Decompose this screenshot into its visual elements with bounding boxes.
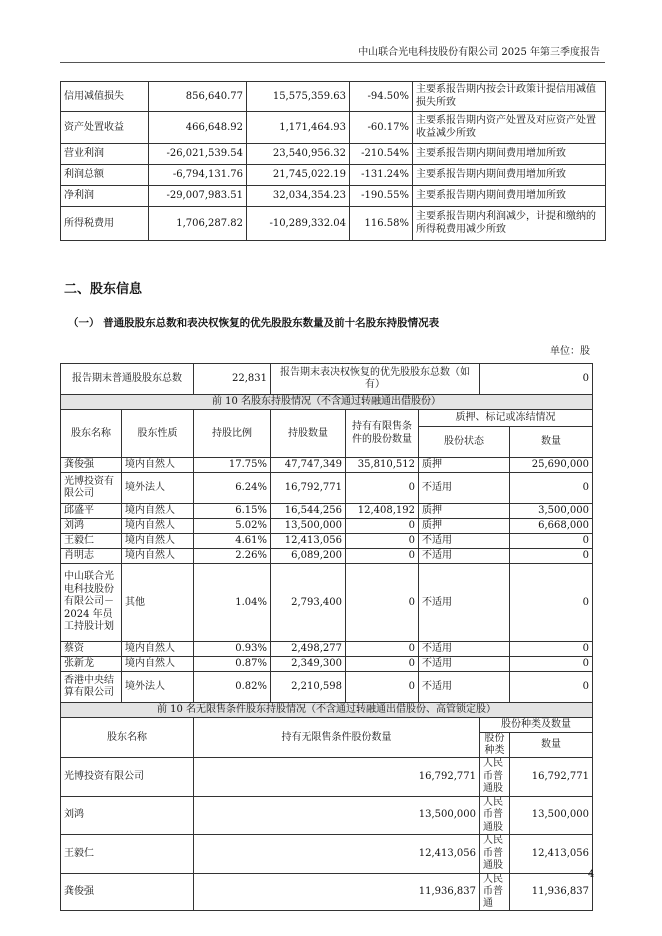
table-row: [61, 672, 593, 703]
holder-restricted: 0: [346, 549, 419, 564]
holder-name: 刘鸿: [61, 519, 122, 534]
holder-shares: 2,498,277: [271, 642, 346, 657]
percent-cell: -60.17%: [350, 112, 413, 144]
percent-cell: 116.58%: [350, 207, 413, 241]
holder-restricted: 0: [346, 564, 419, 642]
item-cell: 所得税费用: [61, 207, 149, 241]
page-number: 4: [588, 869, 595, 880]
pledge-qty: 0: [510, 549, 593, 564]
header-row: [61, 718, 593, 733]
holder-restricted: 35,810,512: [346, 458, 419, 473]
holder-ratio: 1.04%: [194, 564, 271, 642]
value-cell: 466,648.92: [149, 112, 247, 144]
u-holder-name: 光博投资有限公司: [61, 758, 194, 797]
holder-name: 王毅仁: [61, 534, 122, 549]
section-subtitle: （一） 普通股股东总数和表决权恢复的优先股股东数量及前十名股东持股情况表: [68, 317, 440, 329]
holder-nature: 其他: [122, 564, 194, 642]
pledge-qty: 3,500,000: [510, 504, 593, 519]
holder-name: 张新龙: [61, 657, 122, 672]
shareholder-table: [60, 363, 593, 911]
pledge-qty: 25,690,000: [510, 458, 593, 473]
u-share-type: 人民币普通: [480, 873, 510, 910]
preferred-holders-label: 报告期末表决权恢复的优先股股东总数（如有）: [271, 364, 480, 395]
holder-restricted: 0: [346, 519, 419, 534]
u-holder-name: 刘鸿: [61, 796, 194, 835]
holder-ratio: 0.87%: [194, 657, 271, 672]
col-header-status: 股份状态: [419, 427, 510, 458]
u-holder-name: 龚俊强: [61, 873, 194, 910]
holder-name: 邱盛平: [61, 504, 122, 519]
pledge-status: 不适用: [419, 564, 510, 642]
value-cell: 15,575,359.63: [247, 82, 350, 112]
value-cell: 856,640.77: [149, 82, 247, 112]
table-row: [61, 564, 593, 642]
holder-ratio: 6.15%: [194, 504, 271, 519]
holder-restricted: 0: [346, 473, 419, 504]
holder-name: 龚俊强: [61, 458, 122, 473]
holder-name: 香港中央结算有限公司: [61, 672, 122, 703]
table-row: [61, 186, 606, 207]
pledge-qty: 0: [510, 473, 593, 504]
table-row: [61, 642, 593, 657]
table-row: [61, 796, 593, 835]
value-cell: -10,289,332.04: [247, 207, 350, 241]
pledge-status: 不适用: [419, 549, 510, 564]
pledge-qty: 0: [510, 564, 593, 642]
pledge-status: 质押: [419, 519, 510, 534]
col-header-nature: 股东性质: [122, 410, 194, 458]
holder-nature: 境内自然人: [122, 657, 194, 672]
holder-ratio: 6.24%: [194, 473, 271, 504]
pledge-status: 不适用: [419, 534, 510, 549]
summary-row: [61, 364, 593, 395]
reason-cell: 主要系报告期内期间费用增加所致: [413, 186, 606, 207]
table-row: [61, 758, 593, 797]
item-cell: 信用减值损失: [61, 82, 149, 112]
pledge-qty: 0: [510, 642, 593, 657]
pledge-qty: 0: [510, 534, 593, 549]
top10-band-title: 前 10 名股东持股情况（不含通过转融通出借股份）: [61, 395, 593, 410]
holder-restricted: 0: [346, 534, 419, 549]
holder-shares: 13,500,000: [271, 519, 346, 534]
pledge-status: 质押: [419, 504, 510, 519]
value-cell: -26,021,539.54: [149, 144, 247, 165]
holder-name: 肖明志: [61, 549, 122, 564]
page-header-title: 中山联合光电科技股份有限公司 2025 年第三季度报告: [358, 47, 600, 58]
u-col-header-type-group: 股份种类及数量: [480, 718, 593, 733]
item-cell: 净利润: [61, 186, 149, 207]
total-holders-label: 报告期末普通股股东总数: [61, 364, 194, 395]
reason-cell: 主要系报告期内期间费用增加所致: [413, 165, 606, 186]
holder-nature: 境内自然人: [122, 534, 194, 549]
holder-shares: 2,793,400: [271, 564, 346, 642]
table-row: [61, 835, 593, 874]
pledge-qty: 0: [510, 657, 593, 672]
value-cell: 32,034,354.23: [247, 186, 350, 207]
u-holder-name: 王毅仁: [61, 835, 194, 874]
reason-cell: 主要系报告期内按会计政策计提信用减值损失所致: [413, 82, 606, 112]
u-share-type: 人民币普通股: [480, 758, 510, 797]
reason-cell: 主要系报告期内资产处置及对应资产处置收益减少所致: [413, 112, 606, 144]
holder-ratio: 2.26%: [194, 549, 271, 564]
holder-nature: 境外法人: [122, 672, 194, 703]
holder-ratio: 0.93%: [194, 642, 271, 657]
band-row: [61, 395, 593, 410]
col-header-restricted: 持有有限售条件的股份数量: [346, 410, 419, 458]
table-row: [61, 112, 606, 144]
income-change-table: [60, 81, 606, 241]
u-share-type: 人民币普通股: [480, 796, 510, 835]
value-cell: -29,007,983.51: [149, 186, 247, 207]
holder-shares: 47,747,349: [271, 458, 346, 473]
holder-name: 光博投资有限公司: [61, 473, 122, 504]
pledge-status: 不适用: [419, 657, 510, 672]
holder-restricted: 0: [346, 657, 419, 672]
percent-cell: -190.55%: [350, 186, 413, 207]
table-row: [61, 207, 606, 241]
section-title: 二、股东信息: [64, 282, 143, 297]
band-row: [61, 703, 593, 718]
u-share-qty: 12,413,056: [510, 835, 593, 874]
u-share-qty: 11,936,837: [510, 873, 593, 910]
table-row: [61, 504, 593, 519]
holder-nature: 境内自然人: [122, 549, 194, 564]
u-holder-held: 12,413,056: [194, 835, 480, 874]
table-row: [61, 549, 593, 564]
holder-shares: 2,210,598: [271, 672, 346, 703]
table-row: [61, 144, 606, 165]
unit-label: 单位：股: [550, 346, 590, 357]
table-row: [61, 519, 593, 534]
header-rule: [60, 62, 605, 63]
table-row: [61, 657, 593, 672]
table-row: [61, 458, 593, 473]
col-header-pledge-group: 质押、标记或冻结情况: [419, 410, 593, 427]
pledge-qty: 0: [510, 672, 593, 703]
percent-cell: -131.24%: [350, 165, 413, 186]
holder-ratio: 5.02%: [194, 519, 271, 534]
holder-shares: 2,349,300: [271, 657, 346, 672]
percent-cell: -210.54%: [350, 144, 413, 165]
pledge-status: 不适用: [419, 672, 510, 703]
holder-nature: 境内自然人: [122, 458, 194, 473]
holder-nature: 境内自然人: [122, 642, 194, 657]
u-col-header-held: 持有无限售条件股份数量: [194, 718, 480, 758]
table-row: [61, 534, 593, 549]
pledge-status: 不适用: [419, 642, 510, 657]
u-share-qty: 13,500,000: [510, 796, 593, 835]
table-row: [61, 82, 606, 112]
holder-shares: 16,792,771: [271, 473, 346, 504]
table-row: [61, 473, 593, 504]
col-header-name: 股东名称: [61, 410, 122, 458]
value-cell: 1,171,464.93: [247, 112, 350, 144]
pledge-status: 质押: [419, 458, 510, 473]
item-cell: 资产处置收益: [61, 112, 149, 144]
holder-name: 中山联合光电科技股份有限公司－2024 年员工持股计划: [61, 564, 122, 642]
holder-nature: 境外法人: [122, 473, 194, 504]
item-cell: 利润总额: [61, 165, 149, 186]
holder-ratio: 17.75%: [194, 458, 271, 473]
table-row: [61, 873, 593, 910]
holder-restricted: 12,408,192: [346, 504, 419, 519]
total-holders-value: 22,831: [194, 364, 271, 395]
percent-cell: -94.50%: [350, 82, 413, 112]
holder-ratio: 0.82%: [194, 672, 271, 703]
u-holder-held: 13,500,000: [194, 796, 480, 835]
u-share-qty: 16,792,771: [510, 758, 593, 797]
u-share-type: 人民币普通股: [480, 835, 510, 874]
header-row: [61, 410, 593, 427]
u-col-header-type: 股份种类: [480, 733, 510, 758]
holder-shares: 6,089,200: [271, 549, 346, 564]
reason-cell: 主要系报告期内利润减少，计提和缴纳的所得税费用减少所致: [413, 207, 606, 241]
table-row: [61, 165, 606, 186]
col-header-ratio: 持股比例: [194, 410, 271, 458]
u-col-header-name: 股东名称: [61, 718, 194, 758]
unrestricted-band-title: 前 10 名无限售条件股东持股情况（不含通过转融通出借股份、高管锁定股）: [61, 703, 593, 718]
value-cell: 23,540,956.32: [247, 144, 350, 165]
preferred-holders-value: 0: [480, 364, 593, 395]
holder-nature: 境内自然人: [122, 504, 194, 519]
reason-cell: 主要系报告期内期间费用增加所致: [413, 144, 606, 165]
holder-shares: 12,413,056: [271, 534, 346, 549]
u-holder-held: 16,792,771: [194, 758, 480, 797]
value-cell: -6,794,131.76: [149, 165, 247, 186]
pledge-qty: 6,668,000: [510, 519, 593, 534]
u-col-header-qty: 数量: [510, 733, 593, 758]
holder-shares: 16,544,256: [271, 504, 346, 519]
col-header-qty: 数量: [510, 427, 593, 458]
holder-ratio: 4.61%: [194, 534, 271, 549]
holder-name: 蔡资: [61, 642, 122, 657]
value-cell: 1,706,287.82: [149, 207, 247, 241]
holder-nature: 境内自然人: [122, 519, 194, 534]
u-holder-held: 11,936,837: [194, 873, 480, 910]
holder-restricted: 0: [346, 642, 419, 657]
item-cell: 营业利润: [61, 144, 149, 165]
pledge-status: 不适用: [419, 473, 510, 504]
holder-restricted: 0: [346, 672, 419, 703]
col-header-shares: 持股数量: [271, 410, 346, 458]
value-cell: 21,745,022.19: [247, 165, 350, 186]
